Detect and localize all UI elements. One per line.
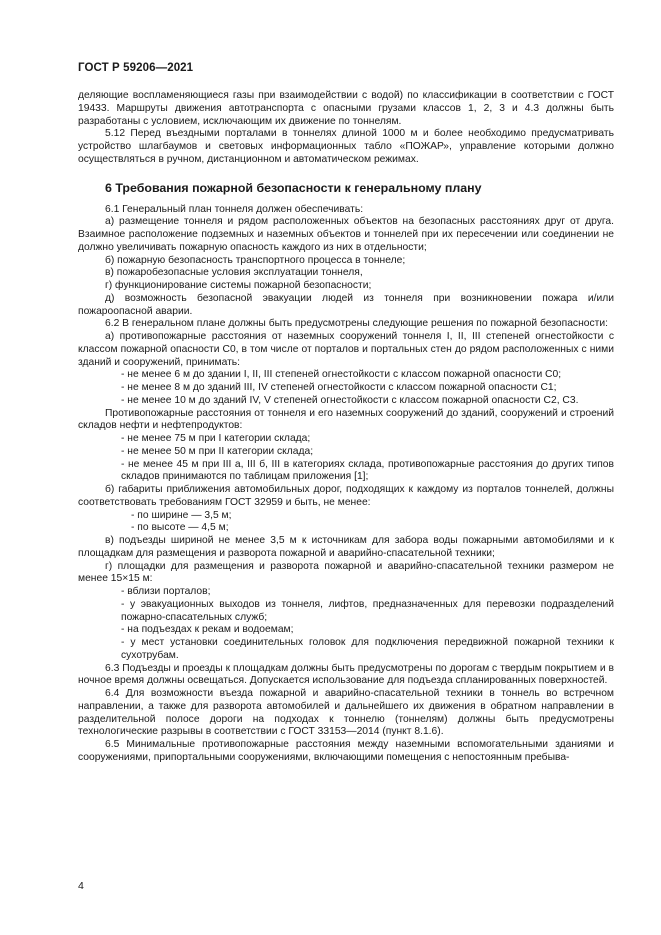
dash-item: - у эвакуационных выходов из тоннеля, лифтов, предназначенных для перевозки подразделений пожарно-спасательных служб;: [121, 598, 614, 623]
paragraph-6-5: 6.5 Минимальные противопожарные расстояния между наземными вспомогательными зданиями и сооружениями, припортальными сооружениями, включающими помещения с непостоянным пребыва-: [78, 739, 614, 763]
list-item-6-1-v: в) пожаробезопасные условия эксплуатации тоннеля,: [105, 267, 363, 279]
dash-item: - у мест установки соединительных головок для подключения передвижной пожарной техники к сухотрубам.: [121, 637, 614, 661]
section-heading: 6 Требования пожарной безопасности к генеральному плану: [105, 180, 482, 195]
dash-item: - не менее 75 м при I категории склада;: [121, 433, 311, 444]
page-content: [78, 90, 614, 765]
list-item-6-2-a: а) противопожарные расстояния от наземных сооружений тоннеля I, II, III степеней огнестойкости с классом пожарной опасности С0, в том числе от порталов и портальных стен до рядом расположенных с ними зданий и сооружений, принимать:: [78, 331, 614, 368]
dash-item: - не менее 10 м до зданий IV, V степеней огнестойкости с классом пожарной опасности С2, С3.: [121, 394, 579, 406]
paragraph-6-1: 6.1 Генеральный план тоннеля должен обеспечивать:: [105, 203, 364, 215]
paragraph-6-3: 6.3 Подъезды и проезды к площадкам должны быть предусмотрены по дорогам с твердым покрытием и в ночное время должны освещаться. Допускается использование для подъезда спланированных поверхностей.: [78, 662, 614, 687]
dash-item: - не менее 45 м при III а, III б, III в категориях склада, противопожарные расстояния до других типов складов принимаются по таблицам приложения [1];: [121, 458, 614, 483]
list-item-6-2-v: в) подъезды шириной не менее 3,5 м к источникам для забора воды пожарными автомобилями и к площадкам для размещения и разворота пожарной и аварийно-спасательной техники;: [78, 535, 614, 559]
paragraph-6-4: 6.4 Для возможности въезда пожарной и аварийно-спасательной техники в тоннель во встречном направлении, а также для разворота автомобилей и дальнейшего их движения в обратном направлении в разделительной полосе дороги на подходах к тоннелю (тоннелям) должны быть предусмотрены технологические разрывы в соответствии с ГОСТ 33153—2014 (пункт 8.1.6).: [78, 688, 614, 738]
dash-item: - по высоте — 4,5 м;: [131, 522, 229, 534]
dash-item: - на подъездах к рекам и водоемам;: [121, 624, 294, 636]
list-item-6-1-g: г) функционирование системы пожарной безопасности;: [105, 280, 372, 291]
dash-item: - не менее 50 м при II категории склада;: [121, 445, 314, 457]
dash-item: - не менее 8 м до зданий III, IV степеней огнестойкости с классом пожарной опасности С1;: [121, 382, 557, 393]
paragraph-5-12: 5.12 Перед въездными порталами в тоннелях длиной 1000 м и более необходимо предусматривать устройство шлагбаумов и световых информационных табло «ПОЖАР», управление которыми должно осуществляться в ручном, дистанционном и автоматическом режимах.: [78, 128, 614, 165]
list-item-6-2-b: б) габариты приближения автомобильных дорог, подходящих к каждому из порталов тоннелей, должны соответствовать требованиям ГОСТ 32959 и быть, не менее:: [78, 484, 614, 508]
dash-item: - вблизи порталов;: [121, 586, 211, 597]
paragraph-continuation: деляющие воспламеняющиеся газы при взаимодействии с водой) по классификации в соответствии с ГОСТ 19433. Маршруты движения автотранспорта с опасными грузами классов 1, 2, 3 и 4.3 должны быть разработаны с условием, исключающим их движение по тоннелям.: [78, 90, 614, 127]
paragraph-6-2: 6.2 В генеральном плане должны быть предусмотрены следующие решения по пожарной безопасности:: [105, 318, 608, 330]
dash-item: - не менее 6 м до здании I, II, III степеней огнестойкости с классом пожарной опасности С0;: [121, 369, 562, 381]
list-item-6-1-a: а) размещение тоннеля и рядом расположенных объектов на безопасных расстояниях друг от друга. Взаимное расположение подземных и наземных объектов и тоннелей при их пересечении или соединении не должно увеличивать пожарную опасность каждого из них в отдельности;: [78, 216, 614, 253]
list-item-6-2-g: г) площадки для размещения и разворота пожарной и аварийно-спасательной техники размером не менее 15×15 м:: [78, 560, 614, 585]
paragraph-storage-distances: Противопожарные расстояния от тоннеля и его наземных сооружений до зданий, сооружений и строений складов нефти и нефтепродуктов:: [78, 407, 614, 432]
document-header: ГОСТ Р 59206—2021: [78, 62, 194, 74]
page-number: 4: [78, 880, 84, 892]
dash-item: - по ширине — 3,5 м;: [131, 509, 232, 521]
list-item-6-1-b: б) пожарную безопасность транспортного процесса в тоннеле;: [105, 254, 406, 266]
list-item-6-1-d: д) возможность безопасной эвакуации людей из тоннеля при возникновении пожара и/или пожароопасной аварии.: [78, 292, 614, 317]
